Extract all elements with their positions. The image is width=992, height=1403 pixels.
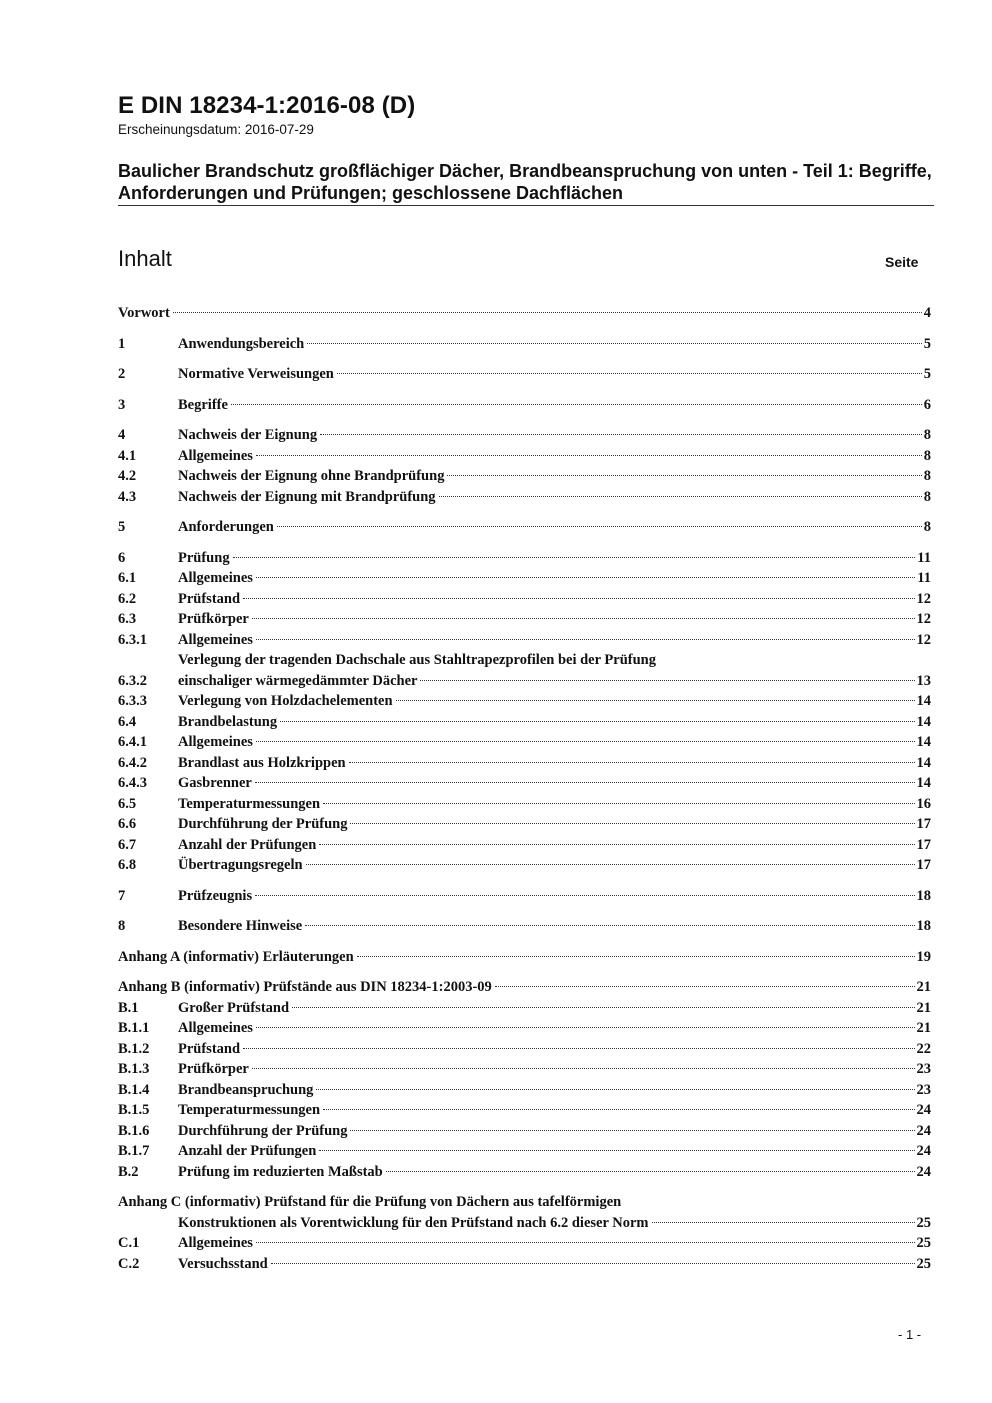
toc-page-column-label: Seite	[885, 254, 919, 270]
dot-leader	[271, 1263, 915, 1264]
toc-entry-number: B.1.6	[118, 1123, 150, 1139]
toc-entry-title: Nachweis der Eignung mit Brandprüfung	[178, 489, 436, 505]
toc-entry[interactable]	[118, 1039, 931, 1059]
document-id: E DIN 18234-1:2016-08 (D)	[118, 92, 416, 119]
toc-entry-title: Besondere Hinweise	[178, 918, 303, 934]
toc-entry-page: 21	[916, 1000, 931, 1016]
toc-entry-page: 14	[916, 755, 931, 771]
toc-entry[interactable]	[118, 998, 931, 1018]
dot-leader	[319, 844, 914, 845]
toc-entry[interactable]	[118, 652, 931, 691]
toc-entry-title: Brandbelastung	[178, 714, 278, 730]
toc-entry[interactable]	[118, 1080, 931, 1100]
toc-entry-number: B.1.1	[118, 1020, 150, 1036]
toc-entry[interactable]	[118, 886, 931, 906]
toc-entry[interactable]	[118, 1254, 931, 1274]
toc-entry-number: B.1.5	[118, 1102, 150, 1118]
toc-entry-page: 17	[916, 857, 931, 873]
toc-entry[interactable]	[118, 753, 931, 773]
toc-entry[interactable]	[118, 732, 931, 752]
dot-leader	[233, 557, 916, 558]
dot-leader	[337, 373, 922, 374]
dot-leader	[316, 1089, 914, 1090]
toc-entry-page: 8	[923, 427, 931, 443]
toc-entry-title: Allgemeines	[178, 570, 253, 586]
toc-entry-page: 5	[923, 366, 931, 382]
toc-entry[interactable]	[118, 1059, 931, 1079]
toc-entry-title: Brandlast aus Holzkrippen	[178, 755, 346, 771]
dot-leader	[292, 1007, 914, 1008]
toc-entry-page: 11	[917, 570, 931, 586]
toc-entry[interactable]	[118, 1018, 931, 1038]
issue-date: Erscheinungsdatum: 2016-07-29	[118, 122, 314, 137]
dot-leader	[255, 895, 914, 896]
toc-entry[interactable]	[118, 1162, 931, 1182]
dot-leader	[256, 741, 915, 742]
toc-entry-number: 7	[118, 888, 126, 904]
toc-entry-title: Anhang A (informativ) Erläuterungen	[118, 949, 354, 965]
dot-leader	[252, 618, 915, 619]
toc-entry[interactable]	[118, 1100, 931, 1120]
toc-entry-title: Durchführung der Prüfung	[178, 1123, 348, 1139]
toc-entry-title: Allgemeines	[178, 632, 253, 648]
toc-entry-number: 6.4	[118, 714, 137, 730]
toc-entry[interactable]	[118, 977, 931, 997]
toc-entry[interactable]	[118, 446, 931, 466]
toc-entry-number: 6.4.3	[118, 775, 147, 791]
toc-entry[interactable]	[118, 835, 931, 855]
toc-entry[interactable]	[118, 1194, 931, 1233]
toc-entry[interactable]	[118, 609, 931, 629]
toc-entry-title: Anzahl der Prüfungen	[178, 837, 317, 853]
toc-entry-number: B.1.3	[118, 1061, 150, 1077]
toc-entry-title: Prüfzeugnis	[178, 888, 253, 904]
toc-entry-title: Anhang B (informativ) Prüfstände aus DIN 18234-1:2003-09	[118, 979, 492, 995]
toc-entry-title: Allgemeines	[178, 1235, 253, 1251]
toc-entry-number: 4.1	[118, 448, 137, 464]
toc-entry-number: 6.4.2	[118, 755, 147, 771]
toc-entry-title: Allgemeines	[178, 734, 253, 750]
toc-entry-title: Konstruktionen als Vorentwicklung für den Prüfstand nach 6.2 dieser Norm	[178, 1215, 649, 1231]
toc-entry-number: 6.4.1	[118, 734, 147, 750]
toc-entry-page: 25	[916, 1215, 931, 1231]
toc-entry-page: 24	[916, 1164, 931, 1180]
dot-leader	[243, 1048, 914, 1049]
toc-entry-page: 22	[916, 1041, 931, 1057]
toc-entry-page: 19	[916, 949, 931, 965]
toc-entry-page: 17	[916, 837, 931, 853]
toc-entry-number: C.2	[118, 1256, 140, 1272]
dot-leader	[420, 680, 914, 681]
toc-entry-title: Durchführung der Prüfung	[178, 816, 348, 832]
toc-entry-title-line1: Verlegung der tragenden Dachschale aus Stahltrapezprofilen bei der Prüfung	[178, 652, 656, 668]
toc-entry-number: B.1.7	[118, 1143, 150, 1159]
toc-entry-title: Prüfung im reduzierten Maßstab	[178, 1164, 383, 1180]
toc-entry-page: 5	[923, 336, 931, 352]
dot-leader	[319, 1150, 914, 1151]
toc-entry-title: Prüfstand	[178, 591, 241, 607]
toc-entry[interactable]	[118, 548, 931, 568]
toc-entry-page: 24	[916, 1123, 931, 1139]
toc-entry[interactable]	[118, 630, 931, 650]
dot-leader	[280, 721, 914, 722]
dot-leader	[320, 434, 922, 435]
toc-entry[interactable]	[118, 1121, 931, 1141]
toc-entry-page: 4	[923, 305, 931, 321]
toc-entry-page: 25	[916, 1235, 931, 1251]
dot-leader	[307, 343, 922, 344]
dot-leader	[256, 1242, 915, 1243]
toc-heading: Inhalt	[118, 246, 172, 271]
toc-entry-title: Temperaturmessungen	[178, 1102, 321, 1118]
toc-entry-number: B.1.2	[118, 1041, 150, 1057]
toc-entry-page: 14	[916, 693, 931, 709]
dot-leader	[255, 782, 915, 783]
toc-entry-page: 23	[916, 1082, 931, 1098]
toc-entry-title: Großer Prüfstand	[178, 1000, 290, 1016]
toc-entry-title: Anzahl der Prüfungen	[178, 1143, 317, 1159]
toc-entry-page: 16	[916, 796, 931, 812]
toc-entry[interactable]	[118, 855, 931, 875]
toc-entry-title: Allgemeines	[178, 448, 253, 464]
dot-leader	[350, 823, 914, 824]
toc-entry-page: 24	[916, 1102, 931, 1118]
toc-entry-number: 4.2	[118, 468, 137, 484]
dot-leader	[350, 1130, 914, 1131]
toc-entry-title: Gasbrenner	[178, 775, 252, 791]
toc-entry-page: 8	[923, 448, 931, 464]
toc-entry-page: 8	[923, 468, 931, 484]
toc-entry-page: 8	[923, 519, 931, 535]
toc-entry-page: 21	[916, 979, 931, 995]
toc-entry-title: Prüfkörper	[178, 1061, 249, 1077]
toc-entry-number: B.1.4	[118, 1082, 150, 1098]
toc-entry[interactable]	[118, 395, 931, 415]
toc-entry-title: Versuchsstand	[178, 1256, 268, 1272]
toc-entry[interactable]	[118, 517, 931, 537]
toc-entry[interactable]	[118, 794, 931, 814]
toc-entry-title: Verlegung von Holzdachelementen	[178, 693, 393, 709]
toc-entry-page: 11	[917, 550, 931, 566]
toc-entry-title: einschaliger wärmegedämmter Dächer	[178, 673, 418, 689]
toc-entry-title: Prüfstand	[178, 1041, 241, 1057]
toc-entry-number: 6.7	[118, 837, 137, 853]
toc-entry-title: Vorwort	[118, 305, 170, 321]
toc-entry-title: Anforderungen	[178, 519, 274, 535]
toc-entry-title: Nachweis der Eignung	[178, 427, 318, 443]
toc-entry-page: 14	[916, 775, 931, 791]
toc-entry[interactable]	[118, 425, 931, 445]
dot-leader	[396, 700, 915, 701]
dot-leader	[256, 1027, 915, 1028]
toc-entry-page: 17	[916, 816, 931, 832]
toc-entry[interactable]	[118, 568, 931, 588]
dot-leader	[323, 803, 914, 804]
toc-entry[interactable]	[118, 947, 931, 967]
dot-leader	[243, 598, 914, 599]
toc-entry[interactable]	[118, 364, 931, 384]
dot-leader	[357, 956, 915, 957]
toc-entry-page: 25	[916, 1256, 931, 1272]
dot-leader	[495, 986, 915, 987]
document-subtitle: Baulicher Brandschutz großflächiger Dächer, Brandbeanspruchung von unten - Teil 1: Begriffe, Anforderungen und Prüfungen; geschlossene Dachflächen	[118, 161, 932, 203]
dot-leader	[305, 925, 914, 926]
toc-entry-number: 6.8	[118, 857, 137, 873]
toc-entry-number: C.1	[118, 1235, 140, 1251]
toc-entry-number: 6.3.2	[118, 673, 147, 689]
toc-entry-title: Brandbeanspruchung	[178, 1082, 314, 1098]
toc-entry-number: 6.5	[118, 796, 137, 812]
toc-entry-number: 6.6	[118, 816, 137, 832]
toc-entry[interactable]	[118, 303, 931, 323]
toc-entry-title: Temperaturmessungen	[178, 796, 321, 812]
toc-entry-page: 18	[916, 918, 931, 934]
toc-entry-number: B.2	[118, 1164, 139, 1180]
toc-entry-number: 8	[118, 918, 126, 934]
toc-entry-title: Übertragungsregeln	[178, 857, 303, 873]
toc-entry[interactable]	[118, 334, 931, 354]
toc-entry-page: 18	[916, 888, 931, 904]
toc-entry[interactable]	[118, 712, 931, 732]
toc-entry-number: 5	[118, 519, 126, 535]
toc-entry-number: 6.3.1	[118, 632, 147, 648]
dot-leader	[252, 1068, 915, 1069]
toc-entry-page: 14	[916, 714, 931, 730]
dot-leader	[386, 1171, 915, 1172]
dot-leader	[256, 639, 915, 640]
toc-entry-title: Allgemeines	[178, 1020, 253, 1036]
toc-entry-number: 1	[118, 336, 126, 352]
page-number: - 1 -	[898, 1327, 922, 1342]
toc-entry-page: 12	[916, 632, 931, 648]
toc-entry[interactable]	[118, 1233, 931, 1253]
dot-leader	[256, 455, 922, 456]
toc-entry[interactable]	[118, 916, 931, 936]
toc-entry-title: Nachweis der Eignung ohne Brandprüfung	[178, 468, 445, 484]
toc-entry-page: 13	[916, 673, 931, 689]
toc-entry-title: Anwendungsbereich	[178, 336, 305, 352]
toc-entry-number: 4	[118, 427, 126, 443]
toc-entry[interactable]	[118, 814, 931, 834]
toc-entry[interactable]	[118, 773, 931, 793]
header-divider	[118, 205, 934, 206]
dot-leader	[323, 1109, 914, 1110]
toc-entry-number: 6.3.3	[118, 693, 147, 709]
toc-entry-number: 6	[118, 550, 126, 566]
toc-entry-page: 23	[916, 1061, 931, 1077]
toc-entry-title: Begriffe	[178, 397, 228, 413]
dot-leader	[306, 864, 915, 865]
toc-entry-number: 2	[118, 366, 126, 382]
toc-entry-number: 6.1	[118, 570, 137, 586]
toc-entry-number: 6.3	[118, 611, 137, 627]
toc-entry-number: B.1	[118, 1000, 139, 1016]
toc-entry[interactable]	[118, 691, 931, 711]
toc-entry[interactable]	[118, 1141, 931, 1161]
dot-leader	[277, 526, 922, 527]
toc-entry[interactable]	[118, 466, 931, 486]
toc-entry-page: 21	[916, 1020, 931, 1036]
toc-entry-title-line1: Anhang C (informativ) Prüfstand für die Prüfung von Dächern aus tafelförmigen	[118, 1194, 622, 1210]
toc-entry[interactable]	[118, 487, 931, 507]
toc-entry-title: Normative Verweisungen	[178, 366, 334, 382]
dot-leader	[652, 1222, 915, 1223]
toc-entry-title: Prüfung	[178, 550, 230, 566]
toc-entry-page: 6	[923, 397, 931, 413]
toc-entry-page: 12	[916, 611, 931, 627]
dot-leader	[439, 496, 922, 497]
toc-entry[interactable]	[118, 589, 931, 609]
toc-entry-page: 8	[923, 489, 931, 505]
toc-entry-page: 24	[916, 1143, 931, 1159]
toc-entry-number: 3	[118, 397, 126, 413]
dot-leader	[349, 762, 915, 763]
dot-leader	[447, 475, 921, 476]
dot-leader	[256, 577, 915, 578]
toc-entry-number: 4.3	[118, 489, 137, 505]
toc-entry-page: 14	[916, 734, 931, 750]
dot-leader	[173, 312, 922, 313]
toc-entry-page: 12	[916, 591, 931, 607]
toc-entry-title: Prüfkörper	[178, 611, 249, 627]
toc-entry-number: 6.2	[118, 591, 137, 607]
dot-leader	[231, 404, 922, 405]
